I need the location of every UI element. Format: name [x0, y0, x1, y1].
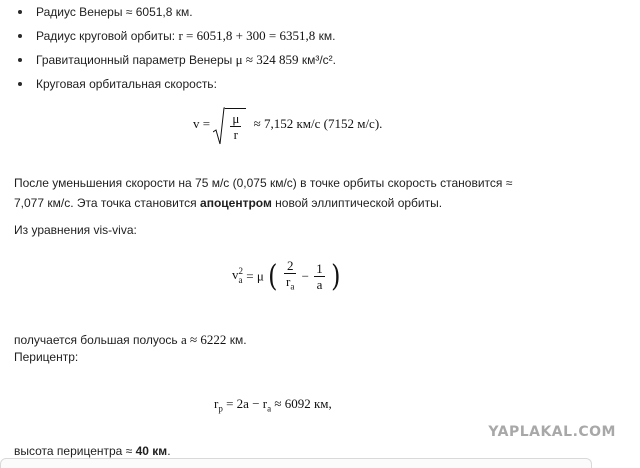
math-inline: a ≈ 6222	[181, 332, 227, 347]
equals-mu: = μ	[246, 268, 264, 284]
math-inline: r = 6051,8 + 300 = 6351,8	[178, 28, 316, 43]
paragraph-line: После уменьшения скорости на 75 м/с (0,075 км/с) в точке орбиты скорость становится ≈	[14, 176, 513, 190]
bullet-suffix: км.	[315, 29, 336, 43]
variable: r	[286, 274, 291, 289]
subscript: a	[290, 281, 295, 292]
paragraph-line	[14, 193, 512, 213]
bullet-text: Радиус Венеры ≈ 6051,8 км.	[36, 5, 193, 19]
fraction	[284, 258, 296, 295]
fraction-numerator: 1	[316, 260, 323, 276]
subscript: a	[238, 275, 243, 286]
text-span: высота перицентра ≈	[14, 444, 136, 458]
formula-rhs: ≈ 6092 км,	[274, 396, 332, 411]
variable: r	[214, 396, 219, 411]
subscript: a	[267, 403, 272, 414]
bold-text: апоцентром	[200, 196, 272, 210]
paragraph-pericenter-label: Перицентр:	[14, 350, 79, 364]
formula-lhs: v =	[193, 115, 211, 131]
sub-sup	[239, 267, 244, 285]
fraction-numerator: 2	[284, 258, 296, 274]
right-paren: )	[331, 258, 341, 294]
formula-orbital-velocity	[193, 108, 382, 142]
bullet-dot	[18, 82, 22, 86]
bullet-text	[36, 50, 336, 70]
bold-text: 40 км	[135, 444, 168, 458]
paragraph-vis-viva-intro: Из уравнения vis-viva:	[14, 223, 137, 237]
fraction-denominator: r	[233, 127, 238, 142]
square-root	[213, 108, 246, 142]
text-span: км.	[226, 333, 247, 347]
text-span: .	[167, 444, 171, 458]
bullet-dot	[18, 10, 22, 14]
watermark: YAPLAKAL.COM	[488, 424, 616, 440]
text-span: новой эллиптической орбиты.	[271, 196, 443, 210]
math-inline: μ ≈ 324 859	[235, 52, 299, 67]
formula-mid: = 2a − r	[226, 396, 268, 411]
text-span: 7,077 км/с. Эта точка становится	[14, 196, 201, 210]
left-paren: (	[268, 258, 278, 294]
fraction-numerator: μ	[232, 111, 240, 126]
subscript: p	[218, 403, 223, 414]
formula-pericenter	[214, 396, 332, 414]
fraction	[230, 111, 241, 142]
superscript: 2	[238, 266, 243, 277]
minus-sign: −	[301, 268, 309, 284]
sqrt-body	[225, 108, 246, 142]
radical-sign-icon	[213, 106, 225, 146]
formula-lhs	[232, 267, 243, 285]
fraction-denominator	[284, 274, 296, 295]
paragraph-speed-change	[14, 173, 512, 213]
bullet-prefix: Гравитационный параметр Венеры	[36, 53, 236, 67]
bottom-panel-edge	[0, 458, 592, 468]
bullet-suffix: км³/с².	[298, 53, 336, 67]
bullet-dot	[18, 58, 22, 62]
text-span: получается большая полуось	[14, 333, 181, 347]
bullet-text: Круговая орбитальная скорость:	[36, 77, 217, 91]
variable: v	[232, 267, 239, 283]
formula-vis-viva	[232, 258, 342, 295]
fraction	[314, 261, 325, 292]
bullet-dot	[18, 34, 22, 38]
fraction-denominator: a	[316, 276, 323, 292]
bullet-prefix: Радиус круговой орбиты:	[36, 29, 179, 43]
formula-rhs: ≈ 7,152 км/с (7152 м/с).	[253, 115, 383, 131]
bullet-text	[36, 26, 335, 46]
